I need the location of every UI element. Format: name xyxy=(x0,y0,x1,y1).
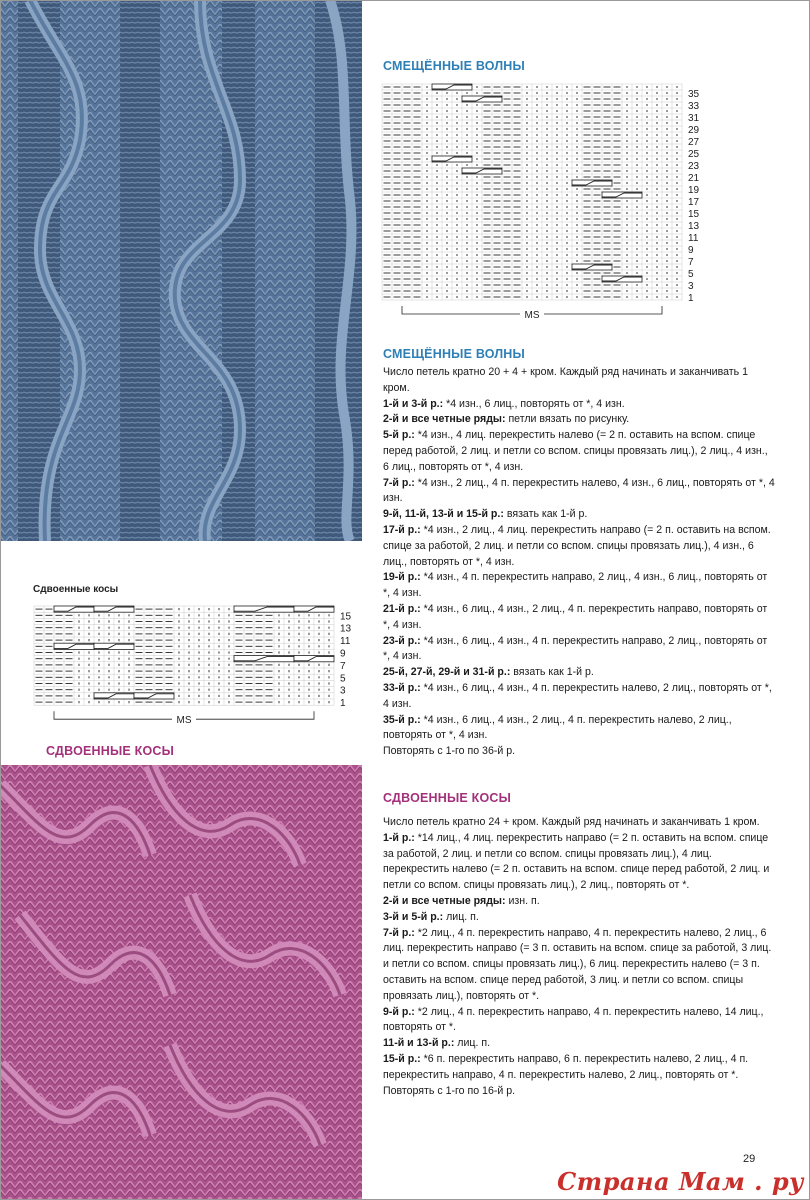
row-text: *2 лиц., 4 п. перекрестить направо, 4 п. перекрестить налево, 2 лиц., 6 лиц. перекрестить направо (= 3 п. оставить на вспом. спице за работой, 3 лиц. и петли со вспом. спицы провязать лиц.), 6 лиц. перекрестить налево (= 3 п. оставить на вспом. спице перед работой, 3 лиц. и петли со вспом. спицы провязать лиц.), повторять от *. xyxy=(383,926,772,1002)
row-number-label: 17 xyxy=(688,197,700,208)
double-cables-heading: СДВОЕННЫЕ КОСЫ xyxy=(383,791,512,805)
row-text: вязать как 1-й р. xyxy=(510,666,594,679)
double-cables-photo-heading: СДВОЕННЫЕ КОСЫ xyxy=(46,744,175,758)
instruction-row xyxy=(383,894,775,910)
row-number-label: 1 xyxy=(340,698,346,710)
row-label: 11-й и 13-й р.: xyxy=(383,1037,455,1050)
row-label: 35-й р.: xyxy=(383,713,421,726)
row-number-label: 3 xyxy=(688,281,694,292)
row-text: *4 изн., 2 лиц., 4 лиц. перекрестить направо (= 2 п. оставить на вспом. спице за работой, 2 лиц. и петли со вспом. спицы провязать лиц.), 4 изн., 6 лиц., повторять от *, 4 изн. xyxy=(383,523,771,568)
instruction-row xyxy=(383,1036,775,1052)
row-label: 9-й, 11-й, 13-й и 15-й р.: xyxy=(383,508,504,521)
row-number-label: 27 xyxy=(688,137,700,148)
row-text: *4 изн., 6 лиц., повторять от *, 4 изн. xyxy=(443,397,625,410)
row-number-label: 23 xyxy=(688,161,700,172)
row-number-label: 5 xyxy=(340,673,346,685)
instruction-row xyxy=(383,602,775,634)
ms-label: MS xyxy=(176,715,192,727)
double-cables-chart xyxy=(30,600,370,742)
instruction-row xyxy=(383,412,775,428)
instruction-row xyxy=(383,570,775,602)
row-text: петли вязать по рисунку. xyxy=(505,413,630,426)
row-number-label: 15 xyxy=(688,209,700,220)
knitted-waves-photo xyxy=(0,0,362,541)
instruction-row xyxy=(383,428,775,475)
row-label: 2-й и все четные ряды: xyxy=(383,894,506,907)
instruction-row xyxy=(383,1005,775,1037)
row-text: *4 изн., 6 лиц., 4 изн., 4 п. перекрестить направо, 2 лиц., повторять от *, 4 изн. xyxy=(383,634,768,663)
row-label: 25-й, 27-й, 29-й и 31-й р.: xyxy=(383,666,511,679)
row-label: 7-й р.: xyxy=(383,926,415,939)
waves-intro: Число петель кратно 20 + 4 + кром. Каждый ряд начинать и заканчивать 1 кром. xyxy=(383,366,748,394)
row-number-label: 21 xyxy=(688,173,700,184)
row-number-label: 11 xyxy=(688,233,699,244)
instruction-row xyxy=(383,831,775,894)
row-number-label: 31 xyxy=(688,113,700,124)
double-cables-instructions xyxy=(383,815,775,1099)
row-text: *4 изн., 4 п. перекрестить направо, 2 лиц., 4 изн., 6 лиц., повторять от *, 4 изн. xyxy=(383,571,768,600)
knitted-double-cables-photo xyxy=(0,765,362,1200)
instruction-row xyxy=(383,665,775,681)
row-text: изн. п. xyxy=(505,894,540,907)
double-cables-chart-title: Сдвоенные косы xyxy=(33,584,119,595)
page-number: 29 xyxy=(743,1153,756,1165)
instruction-row xyxy=(383,476,775,508)
instruction-row xyxy=(383,910,775,926)
waves-chart-title: СМЕЩЁННЫЕ ВОЛНЫ xyxy=(383,59,525,73)
row-number-label: 33 xyxy=(688,101,700,112)
waves-heading: СМЕЩЁННЫЕ ВОЛНЫ xyxy=(383,347,525,361)
instruction-row xyxy=(383,397,775,413)
row-text: лиц. п. xyxy=(443,910,479,923)
row-label: 2-й и все четные ряды: xyxy=(383,413,506,426)
row-number-label: 25 xyxy=(688,149,700,160)
watermark: Страна Мам . ру xyxy=(557,1167,804,1196)
row-number-label: 9 xyxy=(340,648,346,660)
instruction-row xyxy=(383,713,775,745)
row-number-label: 11 xyxy=(340,636,351,648)
row-label: 9-й р.: xyxy=(383,1005,415,1018)
instruction-row xyxy=(383,926,775,1005)
row-label: 17-й р.: xyxy=(383,523,421,536)
row-label: 7-й р.: xyxy=(383,476,415,489)
repeat-note: Повторять с 1-го по 16-й р. xyxy=(383,1084,516,1097)
row-label: 1-й р.: xyxy=(383,831,415,844)
waves-instructions xyxy=(383,365,775,760)
row-number-label: 9 xyxy=(688,245,694,256)
row-number-label: 29 xyxy=(688,125,700,136)
row-number-label: 35 xyxy=(688,89,700,100)
row-label: 23-й р.: xyxy=(383,634,421,647)
instruction-row xyxy=(383,634,775,666)
row-text: *4 изн., 6 лиц., 4 изн., 2 лиц., 4 п. перекрестить налево, 2 лиц., повторять от *, 4 изн. xyxy=(383,713,732,742)
row-text: *4 изн., 4 лиц. перекрестить налево (= 2 п. оставить на вспом. спице перед работой, 2 лиц. и петли со вспом. спицы провязать лиц.), 2 лиц., 4 изн., 6 лиц., повторять от *, 4 изн. xyxy=(383,429,768,473)
instruction-row xyxy=(383,507,775,523)
row-text: вязать как 1-й р. xyxy=(503,508,588,521)
row-label: 15-й р.: xyxy=(383,1052,421,1065)
instruction-row xyxy=(383,523,775,570)
instruction-row xyxy=(383,681,775,713)
row-text: *4 изн., 2 лиц., 4 п. перекрестить налево, 4 изн., 6 лиц., повторять от *, 4 изн. xyxy=(383,476,775,505)
row-label: 33-й р.: xyxy=(383,681,421,694)
row-number-label: 3 xyxy=(340,685,346,697)
row-number-label: 15 xyxy=(340,611,352,623)
row-text: *4 изн., 6 лиц., 4 изн., 2 лиц., 4 п. перекрестить направо, повторять от *, 4 изн. xyxy=(383,602,768,631)
row-number-label: 19 xyxy=(688,185,700,196)
row-number-label: 7 xyxy=(688,257,694,268)
row-label: 3-й и 5-й р.: xyxy=(383,910,444,923)
row-label: 19-й р.: xyxy=(383,571,421,584)
row-number-label: 13 xyxy=(688,221,700,232)
row-text: *4 изн., 6 лиц., 4 изн., 4 п. перекрестить налево, 2 лиц., повторять от *, 4 изн. xyxy=(383,681,772,710)
row-number-label: 1 xyxy=(688,293,694,304)
double-cables-intro: Число петель кратно 24 + кром. Каждый ряд начинать и заканчивать 1 кром. xyxy=(383,816,760,828)
row-text: *14 лиц., 4 лиц. перекрестить направо (= 2 п. оставить на вспом. спице за работой, 2 лиц. и петли со вспом. спицы провязать лиц.), 4 лиц. перекрестить налево (= 2 п. оставить на вспом. спице перед работой, 2 лиц. и петли со вспом. спицы провязать лиц.), 2 лиц., повторять от *. xyxy=(383,831,770,892)
waves-chart xyxy=(378,78,708,340)
row-label: 1-й и 3-й р.: xyxy=(383,397,444,410)
ms-label: MS xyxy=(524,310,540,321)
row-text: *6 п. перекрестить направо, 6 п. перекрестить налево, 2 лиц., 4 п. перекрестить направо, 4 п. перекрестить налево, 2 лиц., повторять от *. xyxy=(383,1052,749,1081)
row-number-label: 13 xyxy=(340,623,352,635)
row-label: 21-й р.: xyxy=(383,602,421,615)
row-text: *2 лиц., 4 п. перекрестить направо, 4 п. перекрестить налево, 14 лиц., повторять от *. xyxy=(383,1005,764,1034)
row-number-label: 5 xyxy=(688,269,694,280)
row-label: 5-й р.: xyxy=(383,429,415,442)
row-number-label: 7 xyxy=(340,660,346,672)
instruction-row xyxy=(383,1052,775,1084)
repeat-note: Повторять с 1-го по 36-й р. xyxy=(383,745,516,758)
row-text: лиц. п. xyxy=(454,1037,491,1050)
